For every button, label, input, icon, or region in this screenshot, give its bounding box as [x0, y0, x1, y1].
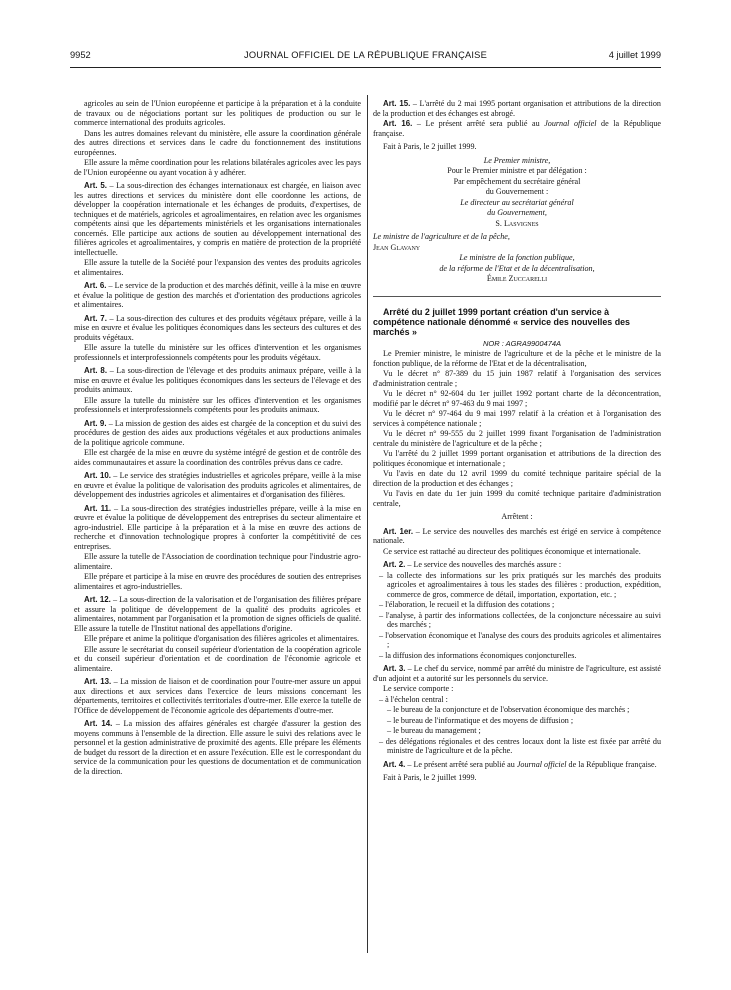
- preamble-paragraph: Vu le décret n° 87-389 du 15 juin 1987 relatif à l'organisation des services d'administration centrale ;: [373, 369, 661, 388]
- article-label: Art. 2.: [383, 560, 406, 570]
- paragraph-text: – La sous-direction de la valorisation et de l'organisation des filières prépare et assure la politique de développement de la qualité des produits agricoles et alimentaires, notamment par l'organisation et la promotion de signes officiels de qualité. Elle assure la tutelle de l'Institut national des appellations d'origine.: [74, 595, 361, 633]
- list-item: – l'observation économique et l'analyse des cours des produits agricoles et alimentaires ;: [379, 630, 661, 650]
- paragraph-text: – La mission de liaison et de coordination pour l'outre-mer assure un appui aux directions et aux services dans l'exercice de leurs missions concernant les départements, territoires et collectivités territoriales d'outre-mer. Elle exerce la tutelle de l'Office de développement de l'économie agricole des départements d'outre-mer.: [74, 677, 361, 715]
- column-divider: [367, 95, 368, 953]
- paragraph-text: – La mission de gestion des aides est chargée de la conception et du suivi des procédures de gestion des aides aux productions végétales et aux productions animales de la politique agricole commune.: [74, 418, 361, 447]
- article-paragraph: [74, 366, 361, 395]
- paragraph-text: – La sous-direction des cultures et des produits végétaux prépare, veille à la mise en œuvre et évalue les politiques économiques dans les secteurs des cultures et des produits végétaux.: [74, 313, 361, 342]
- preamble: [373, 349, 661, 508]
- article-text: – Le présent arrêté sera publié au: [412, 119, 545, 128]
- paragraph-text: Elle assure la tutelle du ministère sur les offices d'intervention et les organismes professionnels et interprofessionnels compétents pour les produits animaux.: [74, 395, 361, 414]
- list-item: – l'élaboration, le recueil et la diffusion des cotations ;: [379, 600, 555, 610]
- paragraph-text: Elle est chargée de la mise en œuvre du système intégré de gestion et de contrôle des aides communautaires et assure la coordination des contrôles prévus dans ce cadre.: [74, 448, 361, 467]
- article-label: Art. 8.: [84, 366, 108, 375]
- list-item: – la diffusion des informations économiques conjoncturelles.: [379, 650, 577, 660]
- article-label: Art. 1er.: [383, 526, 414, 536]
- list-item: – le bureau du management ;: [387, 726, 481, 736]
- arretent-heading: Arrêtent :: [501, 512, 533, 522]
- paragraph-text: Elle prépare et anime la politique d'organisation des filières agricoles et alimentaires.: [84, 634, 360, 643]
- page-header: [70, 48, 661, 64]
- article-label: Art. 11.: [84, 503, 112, 513]
- nor-reference: [373, 339, 661, 349]
- signatory-title: Le directeur au secrétariat général: [460, 197, 574, 207]
- preamble-paragraph: Vu le décret n° 97-464 du 9 mai 1997 relatif à la création et à l'organisation des services à compétence nationale ;: [373, 409, 661, 428]
- body-paragraph: [74, 634, 361, 644]
- signatory-title: Le ministre de la fonction publique,: [459, 253, 575, 262]
- article-paragraph: [74, 595, 361, 633]
- article-label: Art. 13.: [84, 677, 112, 686]
- fait-line: Fait à Paris, le 2 juillet 1999.: [383, 142, 477, 151]
- body-paragraph: [74, 645, 361, 674]
- article-text: – Le chef du service, nommé par arrêté du ministre de l'agriculture, est assisté d'un adjoint et a autorité sur les personnels du service.: [373, 664, 661, 683]
- article-paragraph: [74, 504, 361, 552]
- signatory-title: Le ministre de l'agriculture et de la pêche,: [373, 232, 510, 241]
- list-item: – à l'échelon central :: [379, 694, 448, 704]
- preamble-paragraph: Le Premier ministre, le ministre de l'agriculture et de la pêche et le ministre de la fonction publique, de la réforme de l'Etat et de la décentralisation,: [373, 349, 661, 368]
- paragraph-text: – La sous-direction des échanges internationaux est chargée, en liaison avec les autres directions et services du ministère dont elle coordonne les actions, de développer la coopération internationale et les échanges de produits, d'expertises, de techniques et de matériels, agricoles et agroalimentaires, en relation avec les organismes compétents ainsi que les départements ministériels et les organisations internationales concernés. Elle participe aux actions de soutien au développement international des filières agricoles et agroalimentaires, y compris en matière de protection de la propriété intellectuelle.: [74, 181, 361, 257]
- article-text: – Le présent arrêté sera publié au: [405, 759, 517, 769]
- list-item: – la collecte des informations sur les prix pratiqués sur les marchés des produits agricoles et agroalimentaires à tous les stades des filières : production, expédition, commerce de gros, commerce de détail, importation, exportation, etc. ;: [379, 570, 661, 599]
- header-rule: [70, 67, 661, 68]
- signatory-line: Pour le Premier ministre et par délégation :: [447, 166, 587, 175]
- right-column: [373, 99, 661, 784]
- article-3: [373, 664, 661, 683]
- signatory-name: Émile Zuccarelli: [486, 274, 548, 283]
- article-3-comporte: Le service comporte :: [383, 684, 454, 694]
- journal-name: Journal officiel: [544, 119, 597, 128]
- article-label: Art. 7.: [84, 313, 107, 323]
- article-paragraph: [74, 719, 361, 776]
- article-label: Art. 16.: [383, 119, 413, 128]
- journal-name: Journal officiel: [516, 759, 567, 769]
- signatory-line: du Gouvernement :: [485, 187, 549, 196]
- article-text: – L'arrêté du 2 mai 1995 portant organisation et attributions de la direction de la production et des échanges est abrogé.: [373, 99, 661, 118]
- body-paragraph: [74, 258, 361, 277]
- list-item: – l'analyse, à partir des informations collectées, de la conjoncture nécessaire au suivi des marchés ;: [379, 610, 661, 630]
- article-label: Art. 6.: [84, 281, 107, 290]
- paragraph-text: Elle assure la tutelle de l'Association de coordination technique pour l'industrie agro-alimentaire.: [74, 552, 361, 571]
- article-2: [373, 560, 661, 570]
- arrete-title: Arrêté du 2 juillet 1999 portant création d'un service à compétence nationale dénommé « service des nouvelles des marchés »: [373, 306, 630, 338]
- article-2-list: [373, 571, 661, 661]
- central-list: [373, 705, 661, 736]
- body-paragraph: [74, 572, 361, 591]
- preamble-paragraph: Vu l'arrêté du 2 juillet 1999 portant organisation et attributions de la direction des politiques économique et internationale ;: [373, 449, 661, 468]
- paragraph-text: – Le service de la production et des marchés définit, veille à la mise en œuvre et évalue la politique de gestion des marchés et d'orientation des productions agricoles et alimentaires.: [74, 281, 361, 309]
- article-label: Art. 4.: [383, 759, 406, 769]
- paragraph-text: – La sous-direction de l'élevage et des produits animaux prépare, veille à la mise en œuvre et évalue les politiques économiques dans les secteurs de l'élevage et des produits animaux.: [74, 366, 361, 394]
- preamble-paragraph: Vu le décret n° 99-555 du 2 juillet 1999 fixant l'organisation de l'administration centrale du ministère de l'agriculture et de la pêche ;: [373, 429, 661, 448]
- article-text: – Le service des nouvelles des marchés est érigé en service à compétence nationale.: [373, 526, 661, 546]
- preamble-paragraph: Vu l'avis en date du 12 avril 1999 du comité technique paritaire spécial de la direction de la production et des échanges ;: [373, 469, 661, 488]
- article-label: Art. 12.: [84, 595, 111, 604]
- article-4: [373, 760, 661, 770]
- preamble-paragraph: Vu l'avis en date du 1er juin 1999 du comité technique paritaire d'administration centrale,: [373, 489, 661, 508]
- article-paragraph: [74, 677, 361, 715]
- journal-title: JOURNAL OFFICIEL DE LA RÉPUBLIQUE FRANÇAISE: [244, 50, 487, 60]
- fait-line: Fait à Paris, le 2 juillet 1999.: [383, 773, 477, 783]
- body-paragraph: [74, 448, 361, 467]
- article-label: Art. 15.: [383, 99, 411, 108]
- body-paragraph: [74, 552, 361, 571]
- paragraph-text: – La mission des affaires générales est chargée d'assurer la gestion des moyens communs à l'ensemble de la direction. Elle assure le suivi des relations avec le personnel et la gestion administrative de proximité des agents. Elle prépare les éléments de budget du ressort de la direction et en assure l'exécution. Elle est le correspondant du service de la communication pour les questions de documentation et de communication de la direction.: [74, 719, 361, 776]
- article-label: Art. 3.: [383, 664, 406, 674]
- paragraph-text: Elle assure la tutelle du ministère sur les offices d'intervention et les organismes professionnels et interprofessionnels compétents pour les produits végétaux.: [74, 343, 361, 362]
- signatory-title: Le Premier ministre,: [483, 155, 551, 165]
- article-paragraph: [74, 281, 361, 310]
- body-paragraph: [74, 129, 361, 158]
- paragraph-text: Elle assure le secrétariat du conseil supérieur d'orientation de la coopération agricole et du conseil supérieur d'orientation et de coordination de l'économie agricole et alimentaire.: [74, 644, 361, 673]
- paragraph-text: Elle assure la tutelle de la Société pour l'expansion des ventes des produits agricoles et alimentaires.: [74, 258, 361, 277]
- issue-date: 4 juillet 1999: [608, 50, 661, 60]
- article-paragraph: [74, 314, 361, 343]
- preamble-paragraph: Vu le décret n° 92-604 du 1er juillet 1992 portant charte de la déconcentration, modifié par le décret n° 97-463 du 9 mai 1997 ;: [373, 389, 661, 408]
- signatory-name: S. Lasvignes: [495, 218, 539, 228]
- left-column: [74, 99, 361, 777]
- nor-value: AGRA9900474A: [505, 338, 562, 348]
- article-paragraph: [74, 471, 361, 500]
- list-item: – le bureau de l'informatique et des moyens de diffusion ;: [387, 715, 574, 725]
- signatory-title: de la réforme de l'Etat et de la décentralisation,: [439, 263, 595, 273]
- article-text: de la République française.: [566, 759, 657, 769]
- section-separator: [373, 296, 661, 297]
- signatory-line: Par empêchement du secrétaire général: [453, 176, 581, 186]
- body-paragraph: [74, 99, 361, 128]
- article-15: [373, 99, 661, 118]
- article-label: Art. 10.: [84, 471, 111, 480]
- paragraph-text: Elle prépare et participe à la mise en œuvre des procédures de soutien des entreprises alimentaires et agro-industrielles.: [74, 572, 361, 591]
- article-1: [373, 527, 661, 546]
- paragraph-text: Elle assure la même coordination pour les relations bilatérales agricoles avec les pays de l'Union européenne ou ayant vocation à y adhérer.: [74, 158, 361, 177]
- paragraph-text: – La sous-direction des stratégies industrielles prépare, veille à la mise en œuvre et évalue la politique de développement des entreprises du secteur alimentaire et agro-industriel. Elle participe à la préparation et à la mise en œuvre des actions de recherche et d'innovation technologique propres à conforter la compétitivité de ces entreprises.: [74, 503, 361, 551]
- article-label: Art. 9.: [84, 418, 107, 428]
- article-label: Art. 5.: [84, 181, 107, 190]
- article-1-paragraph: Ce service est rattaché au directeur des politiques économique et internationale.: [383, 546, 641, 556]
- article-paragraph: [74, 181, 361, 257]
- body-paragraph: [74, 158, 361, 177]
- article-text: – Le service des nouvelles des marchés assure :: [405, 560, 562, 570]
- body-paragraph: [74, 343, 361, 362]
- article-16: [373, 119, 661, 138]
- paragraph-text: agricoles au sein de l'Union européenne et participe à la préparation et à la conduite de travaux ou de négociations portant sur les politiques de production ou sur le commerce international des produits agricoles.: [74, 99, 361, 127]
- nor-label: NOR :: [482, 338, 506, 348]
- paragraph-text: – Le service des stratégies industrielles et agricoles prépare, veille à la mise en œuvre et évalue la politique de valorisation des produits agricoles et alimentaires, de développement des industries agricoles et alimentaires et d'organisation des filières.: [74, 471, 361, 499]
- paragraph-text: Dans les autres domaines relevant du ministère, elle assure la coordination générale des autres directions et services dans le cadre du fonctionnement des institutions européennes.: [74, 128, 361, 157]
- signatory-name: Jean Glavany: [373, 242, 421, 252]
- article-text: de la République française.: [373, 119, 661, 138]
- body-paragraph: [74, 396, 361, 415]
- page-number: 9952: [70, 50, 91, 60]
- article-paragraph: [74, 419, 361, 448]
- list-item: – le bureau de la conjoncture et de l'observation économique des marchés ;: [387, 705, 630, 715]
- signatory-title: du Gouvernement,: [487, 208, 547, 217]
- article-label: Art. 14.: [84, 719, 113, 728]
- list-item: – des délégations régionales et des centres locaux dont la liste est fixée par arrêté du ministre de l'agriculture et de la pêche.: [379, 736, 661, 756]
